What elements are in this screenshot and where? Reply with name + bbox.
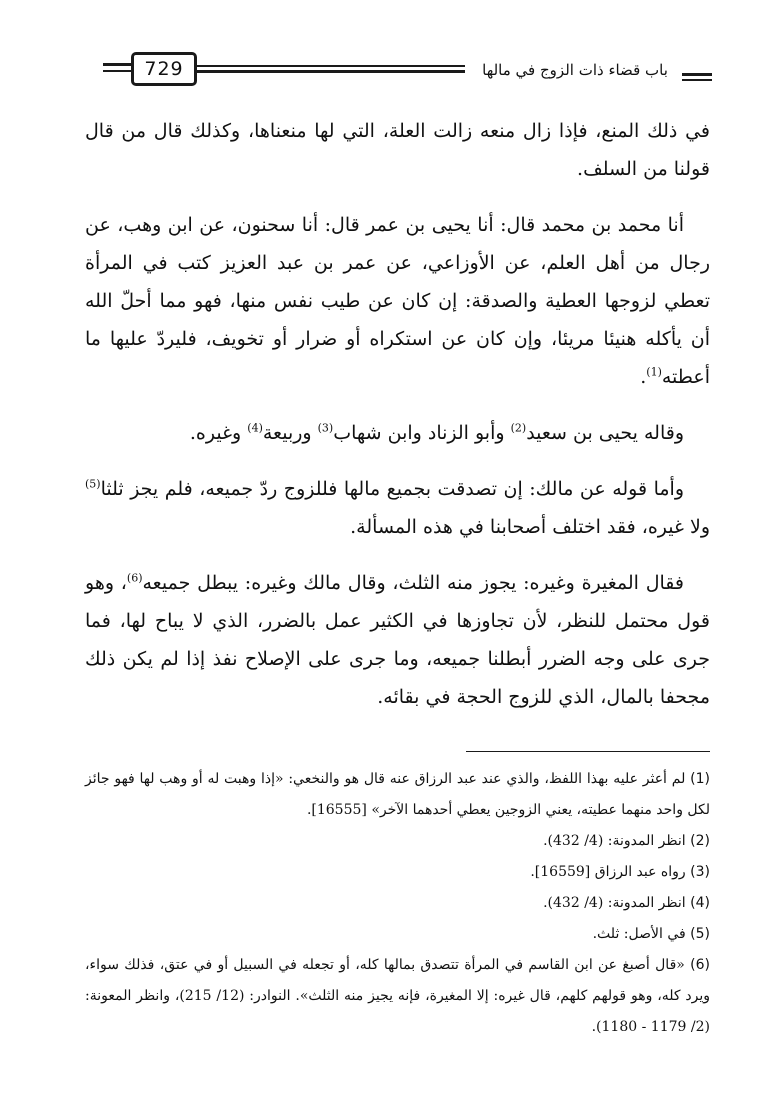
- header-rule-mid-upper: [197, 65, 465, 67]
- footnote-text: انظر المدونة: (4/ 432).: [543, 895, 686, 911]
- running-title: باب قضاء ذات الزوج في مالها: [482, 61, 668, 79]
- footnote: [85, 919, 710, 950]
- footnote-text: لم أعثر عليه بهذا اللفظ، والذي عند عبد الرزاق عنه قال هو والنخعي: «إذا وهبت له أو وهب لها فهو جائز لكل واحد منهما عطيته، يعني الزوجين يعطي أحدهما الآخر» [16555].: [85, 771, 710, 818]
- page-header: [0, 0, 759, 100]
- header-rule-left-upper: [103, 63, 133, 66]
- paragraph: [85, 414, 710, 452]
- paragraph: [85, 112, 710, 188]
- text-run: ولا غيره، فقد اختلف أصحابنا في هذه المسألة.: [350, 516, 710, 538]
- footnote-number: (3): [690, 864, 710, 880]
- footnote-number: (5): [690, 926, 710, 942]
- text-run: أنا محمد بن محمد قال: أنا يحيى بن عمر قال: أنا سحنون، عن ابن وهب، عن رجال من أهل العلم، عن الأوزاعي، عن عمر بن عبد العزيز كتب في المرأة تعطي لزوجها العطية والصدقة: إن كان عن طيب نفس منها، فهو مما أحلّ الله أن يأكله هنيئا مريئا، وإن كان عن استكراه أو ضرار أو تخويف، فليردّ عليها ما أعطته: [85, 214, 710, 388]
- paragraph: [85, 564, 710, 716]
- footnote-separator: [466, 751, 710, 752]
- header-rule-left-lower: [103, 70, 133, 72]
- text-run: .: [640, 366, 647, 388]
- footnote-marker[interactable]: (1): [646, 365, 662, 379]
- footnote-text: انظر المدونة: (4/ 432).: [543, 833, 686, 849]
- footnote-text: «قال أصبغ عن ابن القاسم في المرأة تتصدق بمالها كله، أو تجعله في السبيل أو في عتق، فذلك سواء، ويرد كله، وهو قولهم كلهم، قال غيره: إلا المغيرة، فإنه يجيز منه الثلث». النوادر: (12/ 215)، وانظر المعونة: (2/ 1179 - 1180).: [85, 957, 711, 1035]
- footnote: [85, 950, 710, 1043]
- text-run: وأبو الزناد وابن شهاب: [333, 422, 511, 444]
- text-run: وربيعة: [262, 422, 318, 444]
- header-rule-right-upper: [682, 73, 712, 76]
- footnote: [85, 888, 710, 919]
- header-rule-right-lower: [682, 79, 712, 81]
- main-text: [85, 112, 710, 734]
- footnotes: [85, 764, 710, 1043]
- text-run: وغيره.: [189, 422, 248, 444]
- footnote-number: (2): [690, 833, 710, 849]
- header-rule-mid-lower: [197, 70, 465, 73]
- text-run: في ذلك المنع، فإذا زال منعه زالت العلة، التي لها منعناها، وكذلك قال من قال قولنا من السلف.: [85, 120, 710, 180]
- paragraph: [85, 470, 710, 546]
- footnote-text: رواه عبد الرزاق [16559].: [530, 864, 686, 880]
- footnote-text: في الأصل: ثلث.: [592, 926, 686, 942]
- paragraph: [85, 206, 710, 396]
- footnote: [85, 764, 710, 826]
- footnote-number: (4): [690, 895, 710, 911]
- text-run: وأما قوله عن مالك: إن تصدقت بجميع مالها فللزوج ردّ جميعه، فلم يجز ثلثا: [100, 478, 684, 500]
- footnote-number: (6): [690, 957, 711, 973]
- footnote: [85, 857, 710, 888]
- text-run: وقاله يحيى بن سعيد: [526, 422, 684, 444]
- footnote-marker[interactable]: (5): [85, 477, 101, 491]
- footnote-marker[interactable]: (4): [247, 421, 263, 435]
- footnote-number: (1): [690, 771, 711, 787]
- footnote: [85, 826, 710, 857]
- footnote-marker[interactable]: (3): [317, 421, 334, 435]
- page-number: 729: [131, 52, 197, 86]
- text-run: فقال المغيرة وغيره: يجوز منه الثلث، وقال مالك وغيره: يبطل جميعه: [142, 572, 684, 594]
- footnote-marker[interactable]: (6): [126, 571, 143, 585]
- footnote-marker[interactable]: (2): [510, 421, 527, 435]
- text-run: ، وهو قول محتمل للنظر، لأن تجاوزها في الكثير عمل بالضرر، الذي لا يباح لها، فما جرى على وجه الضرر أبطلنا جميعه، وما جرى على الإصلاح نفذ إذا لم يكن ذلك مجحفا بالمال، الذي للزوج الحجة في بقائه.: [85, 572, 710, 708]
